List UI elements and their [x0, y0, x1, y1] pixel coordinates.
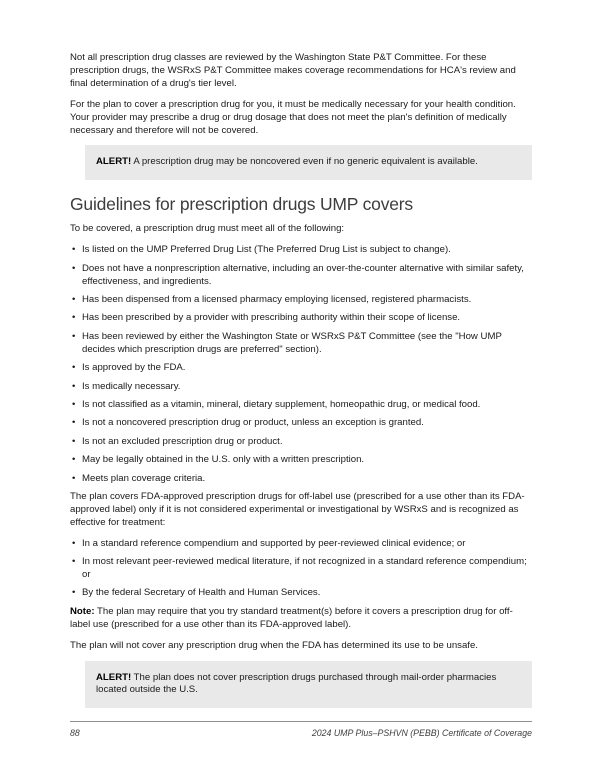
alert-box-generic-equivalent: [85, 145, 532, 180]
bullet-item: [70, 454, 532, 467]
bullet-item: [70, 312, 532, 325]
bullet-item: [70, 587, 532, 600]
bullet-marker: •: [72, 454, 76, 466]
bullet-marker: •: [72, 330, 76, 342]
bullet-text: Has been dispensed from a licensed pharmacy employing licensed, registered pharmacists.: [82, 293, 472, 305]
paragraph-offlabel-intro: The plan covers FDA-approved prescription drugs for off-label use (prescribed for a use other than its FDA-approved label) only if it is not considered experimental or investigational by WSRxS and is recognized as effective for treatment:: [70, 490, 525, 528]
bullet-text: Has been reviewed by either the Washington State or WSRxS P&T Committee (see the "How UMP decides which prescription drugs are preferred" section).: [82, 330, 502, 355]
footer-document-title: 2024 UMP Plus–PSHVN (PEBB) Certificate of Coverage: [311, 728, 532, 738]
paragraph-unsafe: The plan will not cover any prescription drug when the FDA has determined its use to be unsafe.: [70, 639, 478, 651]
bullet-marker: •: [72, 380, 76, 392]
bullet-item: [70, 331, 532, 357]
alert-label: ALERT!: [96, 671, 132, 683]
bullet-text: May be legally obtained in the U.S. only with a written prescription.: [82, 454, 365, 466]
note-text: The plan may require that you try standard treatment(s) before it covers a prescription drug for off-label use (prescribed for a use other than its FDA-approved label).: [70, 605, 513, 630]
bullet-marker: •: [72, 244, 76, 256]
bullet-text: Meets plan coverage criteria.: [82, 472, 206, 484]
bullet-list-coverage-criteria: [70, 244, 532, 485]
bullet-text: Is medically necessary.: [82, 380, 181, 392]
bullet-item: [70, 381, 532, 394]
bullet-marker: •: [72, 537, 76, 549]
bullet-item: [70, 244, 532, 257]
bullet-item: [70, 556, 532, 582]
bullet-item: [70, 399, 532, 412]
paragraph-note: [70, 606, 532, 632]
paragraph-lead: To be covered, a prescription drug must meet all of the following:: [70, 223, 345, 235]
bullet-item: [70, 473, 532, 486]
bullet-text: Is not an excluded prescription drug or product.: [82, 435, 283, 447]
bullet-marker: •: [72, 587, 76, 599]
bullet-marker: •: [72, 472, 76, 484]
page-footer: [70, 721, 532, 738]
bullet-text: Is approved by the FDA.: [82, 362, 186, 374]
alert-text: [96, 156, 520, 169]
bullet-item: [70, 417, 532, 430]
bullet-text: In a standard reference compendium and supported by peer-reviewed clinical evidence; or: [82, 537, 466, 549]
section-title-guidelines: Guidelines for prescription drugs UMP covers: [70, 194, 413, 215]
bullet-text: Does not have a nonprescription alternative, including an over-the-counter alternative with similar safety, effectiveness, and ingredients.: [82, 262, 524, 287]
bullet-text: In most relevant peer-reviewed medical literature, if not recognized in a standard reference compendium; or: [82, 556, 527, 580]
bullet-marker: •: [72, 312, 76, 324]
note-label: Note:: [70, 605, 95, 617]
bullet-text: Is listed on the UMP Preferred Drug List (The Preferred Drug List is subject to change).: [82, 244, 451, 256]
paragraph-pt-committee: Not all prescription drug classes are reviewed by the Washington State P&T Committee. For these prescription drugs, the WSRxS P&T Committee makes coverage recommendations for HCA's review and final determination of a drug's tier level.: [70, 52, 516, 89]
bullet-item: [70, 362, 532, 375]
paragraph-medically-necessary: For the plan to cover a prescription drug for you, it must be medically necessary for your health condition. Your provider may prescribe a drug or drug dosage that does not meet the plan's definition of medically necessary and therefore will not be covered.: [70, 98, 516, 136]
bullet-item: [70, 538, 532, 551]
bullet-marker: •: [72, 417, 76, 429]
alert-body-text: A prescription drug may be noncovered even if no generic equivalent is available.: [133, 156, 478, 168]
alert-text: [96, 672, 520, 698]
bullet-marker: •: [72, 293, 76, 305]
bullet-list-offlabel: [70, 538, 532, 601]
bullet-marker: •: [72, 556, 76, 568]
page-number: 88: [70, 728, 80, 738]
bullet-text: Is not classified as a vitamin, mineral, dietary supplement, homeopathic drug, or medical food.: [82, 398, 481, 410]
alert-box-mail-order: [85, 661, 532, 709]
bullet-text: By the federal Secretary of Health and Human Services.: [82, 587, 321, 599]
bullet-marker: •: [72, 398, 76, 410]
bullet-marker: •: [72, 362, 76, 374]
bullet-item: [70, 436, 532, 449]
alert-label: ALERT!: [96, 156, 132, 168]
alert-body-text: The plan does not cover prescription drugs purchased through mail-order pharmacies located outside the U.S.: [96, 671, 497, 696]
bullet-marker: •: [72, 435, 76, 447]
bullet-marker: •: [72, 262, 76, 274]
bullet-text: Has been prescribed by a provider with prescribing authority within their scope of license.: [82, 312, 461, 324]
bullet-text: Is not a noncovered prescription drug or product, unless an exception is granted.: [82, 417, 424, 429]
bullet-item: [70, 263, 532, 289]
bullet-item: [70, 294, 532, 307]
document-page: [70, 52, 532, 718]
